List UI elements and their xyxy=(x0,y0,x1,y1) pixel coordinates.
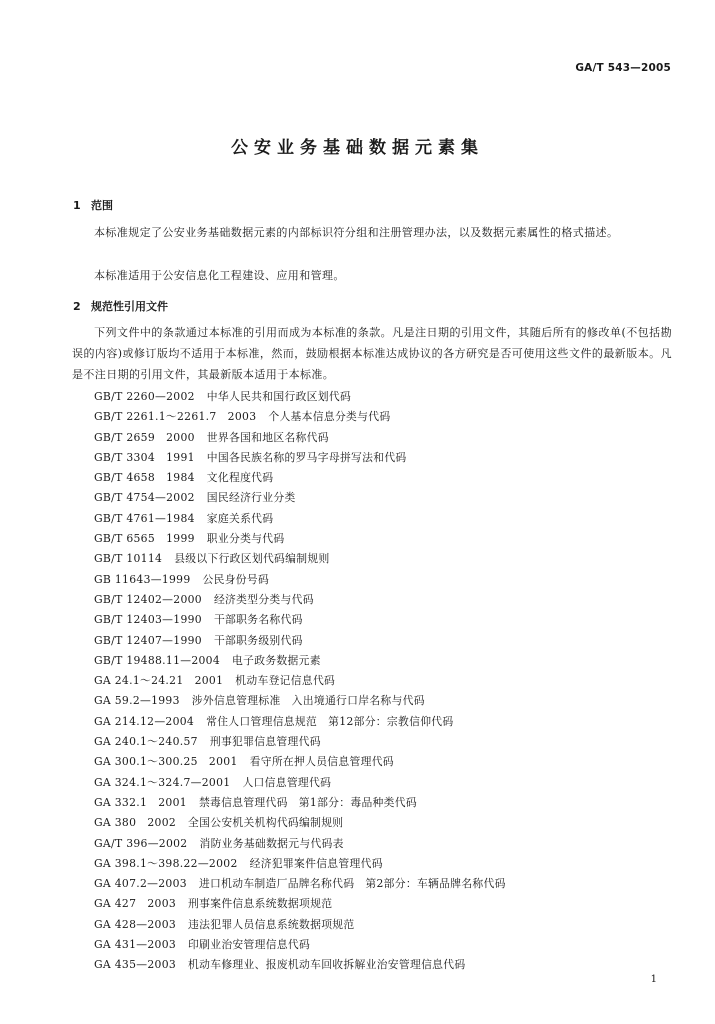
reference-code: GB/T 12403—1990 xyxy=(94,613,202,627)
section-number: 2 xyxy=(73,300,81,313)
reference-item xyxy=(94,570,506,590)
reference-item xyxy=(94,691,506,711)
reference-item xyxy=(94,854,506,874)
reference-item xyxy=(94,631,506,651)
reference-item xyxy=(94,488,506,508)
reference-code: GB/T 10114 xyxy=(94,552,163,566)
reference-title: 全国公安机关机构代码编制规则 xyxy=(188,816,344,830)
reference-code: GB/T 12407—1990 xyxy=(94,633,202,647)
reference-title: 县级以下行政区划代码编制规则 xyxy=(174,552,330,566)
reference-item xyxy=(94,874,506,894)
reference-code: GB/T 12402—2000 xyxy=(94,592,202,606)
reference-code: GB/T 2261.1～2261.7 2003 xyxy=(94,410,257,424)
reference-code: GA 59.2—1993 xyxy=(94,694,180,708)
reference-title: 涉外信息管理标准 入出境通行口岸名称与代码 xyxy=(191,694,425,708)
reference-item xyxy=(94,428,506,448)
reference-title: 常住人口管理信息规范 第12部分：宗教信仰代码 xyxy=(206,714,454,728)
reference-code: GA 214.12—2004 xyxy=(94,714,195,728)
reference-item xyxy=(94,894,506,914)
reference-title: 公民身份号码 xyxy=(202,572,270,586)
reference-title: 干部职务名称代码 xyxy=(213,613,303,627)
reference-code: GA 398.1～398.22—2002 xyxy=(94,856,238,870)
reference-item xyxy=(94,834,506,854)
reference-code: GB/T 2659 2000 xyxy=(94,430,195,444)
reference-title: 消防业务基础数据元与代码表 xyxy=(199,836,344,850)
reference-title: 干部职务级别代码 xyxy=(213,633,303,647)
reference-item xyxy=(94,935,506,955)
reference-title: 文化程度代码 xyxy=(206,471,274,485)
reference-title: 刑事案件信息系统数据项规范 xyxy=(188,897,333,911)
paragraph-text: 本标准规定了公安业务基础数据元素的内部标识符分组和注册管理办法，以及数据元素属性的格式描述。 xyxy=(94,226,619,239)
reference-item xyxy=(94,813,506,833)
reference-code: GA 431—2003 xyxy=(94,938,177,952)
reference-code: GB/T 4754—2002 xyxy=(94,491,195,505)
reference-item xyxy=(94,468,506,488)
document-title: 公安业务基础数据元素集 xyxy=(231,138,484,158)
reference-item xyxy=(94,773,506,793)
reference-code: GA 300.1～300.25 2001 xyxy=(94,755,238,769)
reference-code: GB/T 2260—2002 xyxy=(94,390,195,403)
reference-title: 机动车修理业、报废机动车回收拆解业治安管理信息代码 xyxy=(188,958,466,972)
reference-item xyxy=(94,712,506,732)
reference-title: 职业分类与代码 xyxy=(206,532,285,546)
reference-title: 家庭关系代码 xyxy=(206,511,274,525)
reference-code: GB 11643—1999 xyxy=(94,572,191,586)
paragraph-text: 下列文件中的条款通过本标准的引用而成为本标准的条款。凡是注日期的引用文件，其随后所有的修改单(不包括勘误的内容)或修订版均不适用于本标准，然而，鼓励根据本标准达成协议的各方研究是否可使用这些文件的最新版本。凡是不注日期的引用文件，其最新版本适用于本标准。 xyxy=(72,326,672,381)
page-number: 1 xyxy=(650,974,657,985)
section-1-paragraph-2: 本标准适用于公安信息化工程建设、应用和管理。 xyxy=(94,269,345,282)
standard-code: GA/T 543—2005 xyxy=(575,62,671,74)
reference-item xyxy=(94,387,506,407)
reference-item xyxy=(94,651,506,671)
reference-title: 电子政务数据元素 xyxy=(232,653,321,667)
reference-title: 违法犯罪人员信息系统数据项规范 xyxy=(188,917,355,931)
section-2-paragraph-1 xyxy=(72,322,672,385)
reference-code: GB/T 4761—1984 xyxy=(94,511,195,525)
reference-title: 个人基本信息分类与代码 xyxy=(268,410,391,424)
reference-item xyxy=(94,407,506,427)
section-title: 规范性引用文件 xyxy=(91,300,168,313)
section-1-paragraph-1 xyxy=(72,222,672,243)
reference-title: 人口信息管理代码 xyxy=(242,775,332,789)
reference-item xyxy=(94,915,506,935)
reference-item xyxy=(94,590,506,610)
section-1-heading xyxy=(73,197,113,213)
reference-code: GA/T 396—2002 xyxy=(94,836,188,850)
reference-title: 经济犯罪案件信息管理代码 xyxy=(249,856,383,870)
reference-title: 中国各民族名称的罗马字母拼写法和代码 xyxy=(206,450,407,464)
reference-title: 机动车登记信息代码 xyxy=(235,674,336,688)
reference-code: GA 435—2003 xyxy=(94,958,177,972)
section-2-heading xyxy=(73,298,168,314)
reference-code: GA 240.1～240.57 xyxy=(94,735,198,749)
reference-code: GB/T 3304 1991 xyxy=(94,450,195,464)
section-title: 范围 xyxy=(91,199,113,212)
reference-item xyxy=(94,610,506,630)
reference-item xyxy=(94,671,506,691)
reference-item xyxy=(94,793,506,813)
normative-references-list xyxy=(94,387,506,976)
reference-code: GB/T 6565 1999 xyxy=(94,532,195,546)
reference-code: GA 428—2003 xyxy=(94,917,177,931)
reference-title: 看守所在押人员信息管理代码 xyxy=(249,755,394,769)
reference-title: 中华人民共和国行政区划代码 xyxy=(206,390,352,403)
reference-code: GA 24.1～24.21 2001 xyxy=(94,674,224,688)
section-number: 1 xyxy=(73,199,81,212)
reference-code: GA 380 2002 xyxy=(94,816,177,830)
reference-title: 禁毒信息管理代码 第1部分：毒品种类代码 xyxy=(198,795,417,809)
reference-item xyxy=(94,509,506,529)
reference-item xyxy=(94,529,506,549)
reference-title: 印刷业治安管理信息代码 xyxy=(188,938,311,952)
reference-item xyxy=(94,549,506,569)
reference-code: GB/T 4658 1984 xyxy=(94,471,195,485)
reference-code: GA 427 2003 xyxy=(94,897,177,911)
reference-title: 世界各国和地区名称代码 xyxy=(206,430,329,444)
reference-code: GA 324.1～324.7—2001 xyxy=(94,775,231,789)
reference-title: 国民经济行业分类 xyxy=(206,491,296,505)
reference-title: 进口机动车制造厂品牌名称代码 第2部分：车辆品牌名称代码 xyxy=(198,877,506,891)
reference-item xyxy=(94,448,506,468)
reference-title: 刑事犯罪信息管理代码 xyxy=(209,735,321,749)
reference-code: GA 407.2—2003 xyxy=(94,877,187,891)
reference-title: 经济类型分类与代码 xyxy=(213,592,314,606)
reference-item xyxy=(94,955,506,975)
reference-code: GB/T 19488.11—2004 xyxy=(94,653,221,667)
reference-item xyxy=(94,752,506,772)
reference-code: GA 332.1 2001 xyxy=(94,795,187,809)
reference-item xyxy=(94,732,506,752)
